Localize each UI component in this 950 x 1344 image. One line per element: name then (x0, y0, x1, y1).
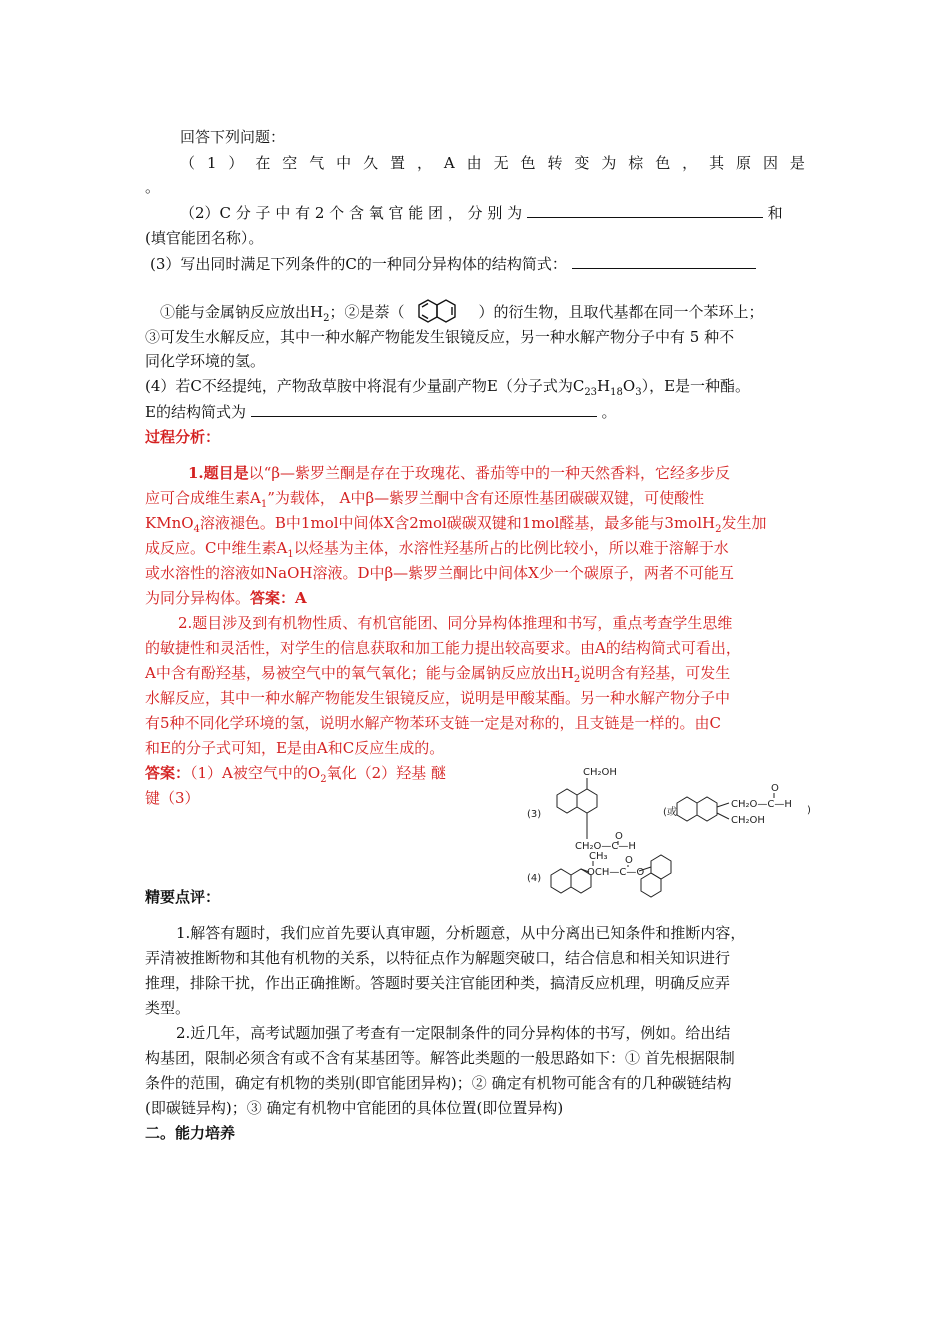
analysis-p1-line4: 成反应。C中维生素$A_1$以烃基为主体，水溶性羟基所占的比例比较小，所以难于溶解于水 (145, 539, 729, 560)
question-1-char: 其 (709, 154, 725, 172)
question-1-char: 1 (206, 154, 217, 172)
label-3: (3) (527, 809, 542, 820)
question-1-char: 变 (574, 154, 590, 172)
question-1-char: 色 (655, 154, 671, 172)
analysis-p1-line6: 为同分异构体。答案：A (145, 589, 307, 607)
question-1-char: ， (682, 154, 698, 172)
question-1-char: 色 (520, 154, 536, 172)
svg-text:CH₂OH: CH₂OH (731, 815, 765, 826)
svg-text:O: O (625, 855, 633, 866)
question-1-char: 久 (363, 154, 379, 172)
analysis-p2-line2: 的敏捷性和灵活性，对学生的信息获取和加工能力提出较高要求。由A的结构简式可看出， (145, 639, 741, 657)
svg-text:CH₂O—C—H: CH₂O—C—H (575, 841, 636, 852)
svg-text:O: O (615, 831, 623, 842)
review-1-line2: 弄清被推断物和其他有机物的关系，以特征点作为解题突破口，结合信息和相关知识进行 (145, 949, 731, 967)
review-1-line1: 1.解答有题时，我们应首先要认真审题，分析题意，从中分离出已知条件和推断内容， (176, 924, 746, 942)
naphthalene-structure (410, 297, 472, 329)
question-1-char: 是 (789, 154, 805, 172)
question-1-char: （ (180, 154, 196, 172)
analysis-p2-line3: A中含有酚羟基，易被空气中的氧气氧化；能与金属钠反应放出$H_2$说明含有羟基，可发生 (145, 664, 731, 685)
question-1-char: ） (228, 154, 244, 172)
analysis-p2-line4: 水解反应，其中一种水解产物能发生银镜反应，说明是甲酸某酯。另一种水解产物分子中 (145, 689, 731, 707)
question-1-char: 原 (736, 154, 752, 172)
svg-text:CH₃: CH₃ (589, 851, 608, 862)
analysis-p1-line5: 或水溶性的溶液如NaOH溶液。D中β—紫罗兰酮比中间体X少一个碳原子，两者不可能互 (145, 564, 734, 582)
question-1-char: 无 (493, 154, 509, 172)
analysis-p2-line5: 有5种不同化学环境的氢，说明水解产物苯环支链一定是对称的，且支链是一样的。由C (145, 714, 722, 732)
answer-blank-2 (572, 252, 756, 269)
svg-text:): ) (807, 805, 811, 816)
label-4: (4) (527, 873, 542, 884)
question-2-line: （2）C 分 子 中 有 2 个 含 氧 官 能 团 ， 分 别 为 和 (180, 201, 783, 224)
svg-text:CH₂OH: CH₂OH (583, 767, 617, 778)
analysis-heading: 过程分析： (145, 428, 221, 446)
review-1-line4: 类型。 (145, 999, 191, 1017)
intro-line: 回答下列问题： (180, 128, 286, 146)
condition-2-line: ③可发生水解反应，其中一种水解产物能发生银镜反应，另一种水解产物分子中有 5 种不 (145, 328, 735, 346)
section-2-heading: 二。能力培养 (145, 1124, 236, 1142)
review-2-line2: 构基团，限制必须含有或不含有某基团等。解答此类题的一般思路如下：① 首先根据限制 (145, 1049, 735, 1067)
analysis-p1-line2: 应可合成维生素$A_1$”为载体， A中β—紫罗兰酮中含有还原性基团碳碳双键，可使酸性 (145, 489, 705, 510)
question-3-line: (3）写出同时满足下列条件的C的一种同分异构体的结构简式： (150, 252, 756, 275)
svg-text:CH₂O—C—H: CH₂O—C—H (731, 799, 792, 810)
question-1-char: 为 (601, 154, 617, 172)
review-2-line4: (即碳链异构)；③ 确定有机物中官能团的具体位置(即位置异构) (145, 1099, 564, 1117)
answer-blank-3 (251, 400, 597, 417)
question-1-char: A (443, 154, 455, 172)
analysis-p1-line1: 1.题目是以“β—紫罗兰酮是存在于玫瑰花、番茄等中的一种天然香料，它经多步反 (188, 464, 731, 482)
svg-text:O: O (771, 783, 779, 794)
question-4-answer-line: E的结构简式为 。 (145, 400, 617, 423)
question-1-line (180, 152, 805, 174)
answer-line2: 键（3） (145, 789, 200, 807)
question-1-char: ， (416, 154, 432, 172)
condition-3-line: 同化学环境的氢。 (145, 352, 266, 370)
question-1-char: 气 (309, 154, 325, 172)
svg-text:(或: (或 (663, 807, 677, 818)
question-1-char: 转 (547, 154, 563, 172)
analysis-p2-line1: 2.题目涉及到有机物性质、有机官能团、同分异构体推理和书写，重点考查学生思维 (178, 614, 733, 632)
review-heading: 精要点评： (145, 888, 221, 906)
question-1-char: 置 (390, 154, 406, 172)
question-1-char: 因 (762, 154, 778, 172)
review-2-line1: 2.近几年，高考试题加强了考查有一定限制条件的同分异构体的书写，例如。给出结 (176, 1024, 731, 1042)
answer-blank-1 (527, 201, 763, 218)
answer-structures-figure (515, 763, 815, 913)
svg-text:OCH—C—O: OCH—C—O (587, 867, 645, 878)
review-1-line3: 推理，排除干扰，作出正确推断。答题时要关注官能团种类，搞清反应机理，明确反应弄 (145, 974, 731, 992)
question-2-note: (填官能团名称）。 (145, 229, 264, 247)
review-2-line3: 条件的范围，确定有机物的类别(即官能团异构)；② 确定有机物可能含有的几种碳链结构 (145, 1074, 732, 1092)
question-1-end: 。 (145, 178, 161, 196)
question-1-char: 中 (336, 154, 352, 172)
analysis-p1-line3: KMnO$_4$溶液褪色。B中1mol中间体X含2mol碳碳双键和1mol醛基，最多能与3molH$_2$发生加 (145, 514, 767, 535)
question-1-char: 棕 (628, 154, 644, 172)
condition-1-line: ①能与金属钠反应放出$H_2$；②是萘（ ）的衍生物，且取代基都在同一个苯环上； (160, 297, 764, 330)
answer-line1: 答案：（1）A被空气中的$O_2$氧化（2）羟基 醚 (145, 764, 446, 785)
question-1-char: 在 (255, 154, 271, 172)
question-1-char: 由 (466, 154, 482, 172)
question-4-line: (4）若C不经提纯，产物敌草胺中将混有少量副产物E（分子式为$C_{23}H_{18}O_3$），E是一种酯。 (145, 377, 751, 398)
question-1-char: 空 (282, 154, 298, 172)
analysis-p2-line6: 和E的分子式可知，E是由A和C反应生成的。 (145, 739, 445, 757)
